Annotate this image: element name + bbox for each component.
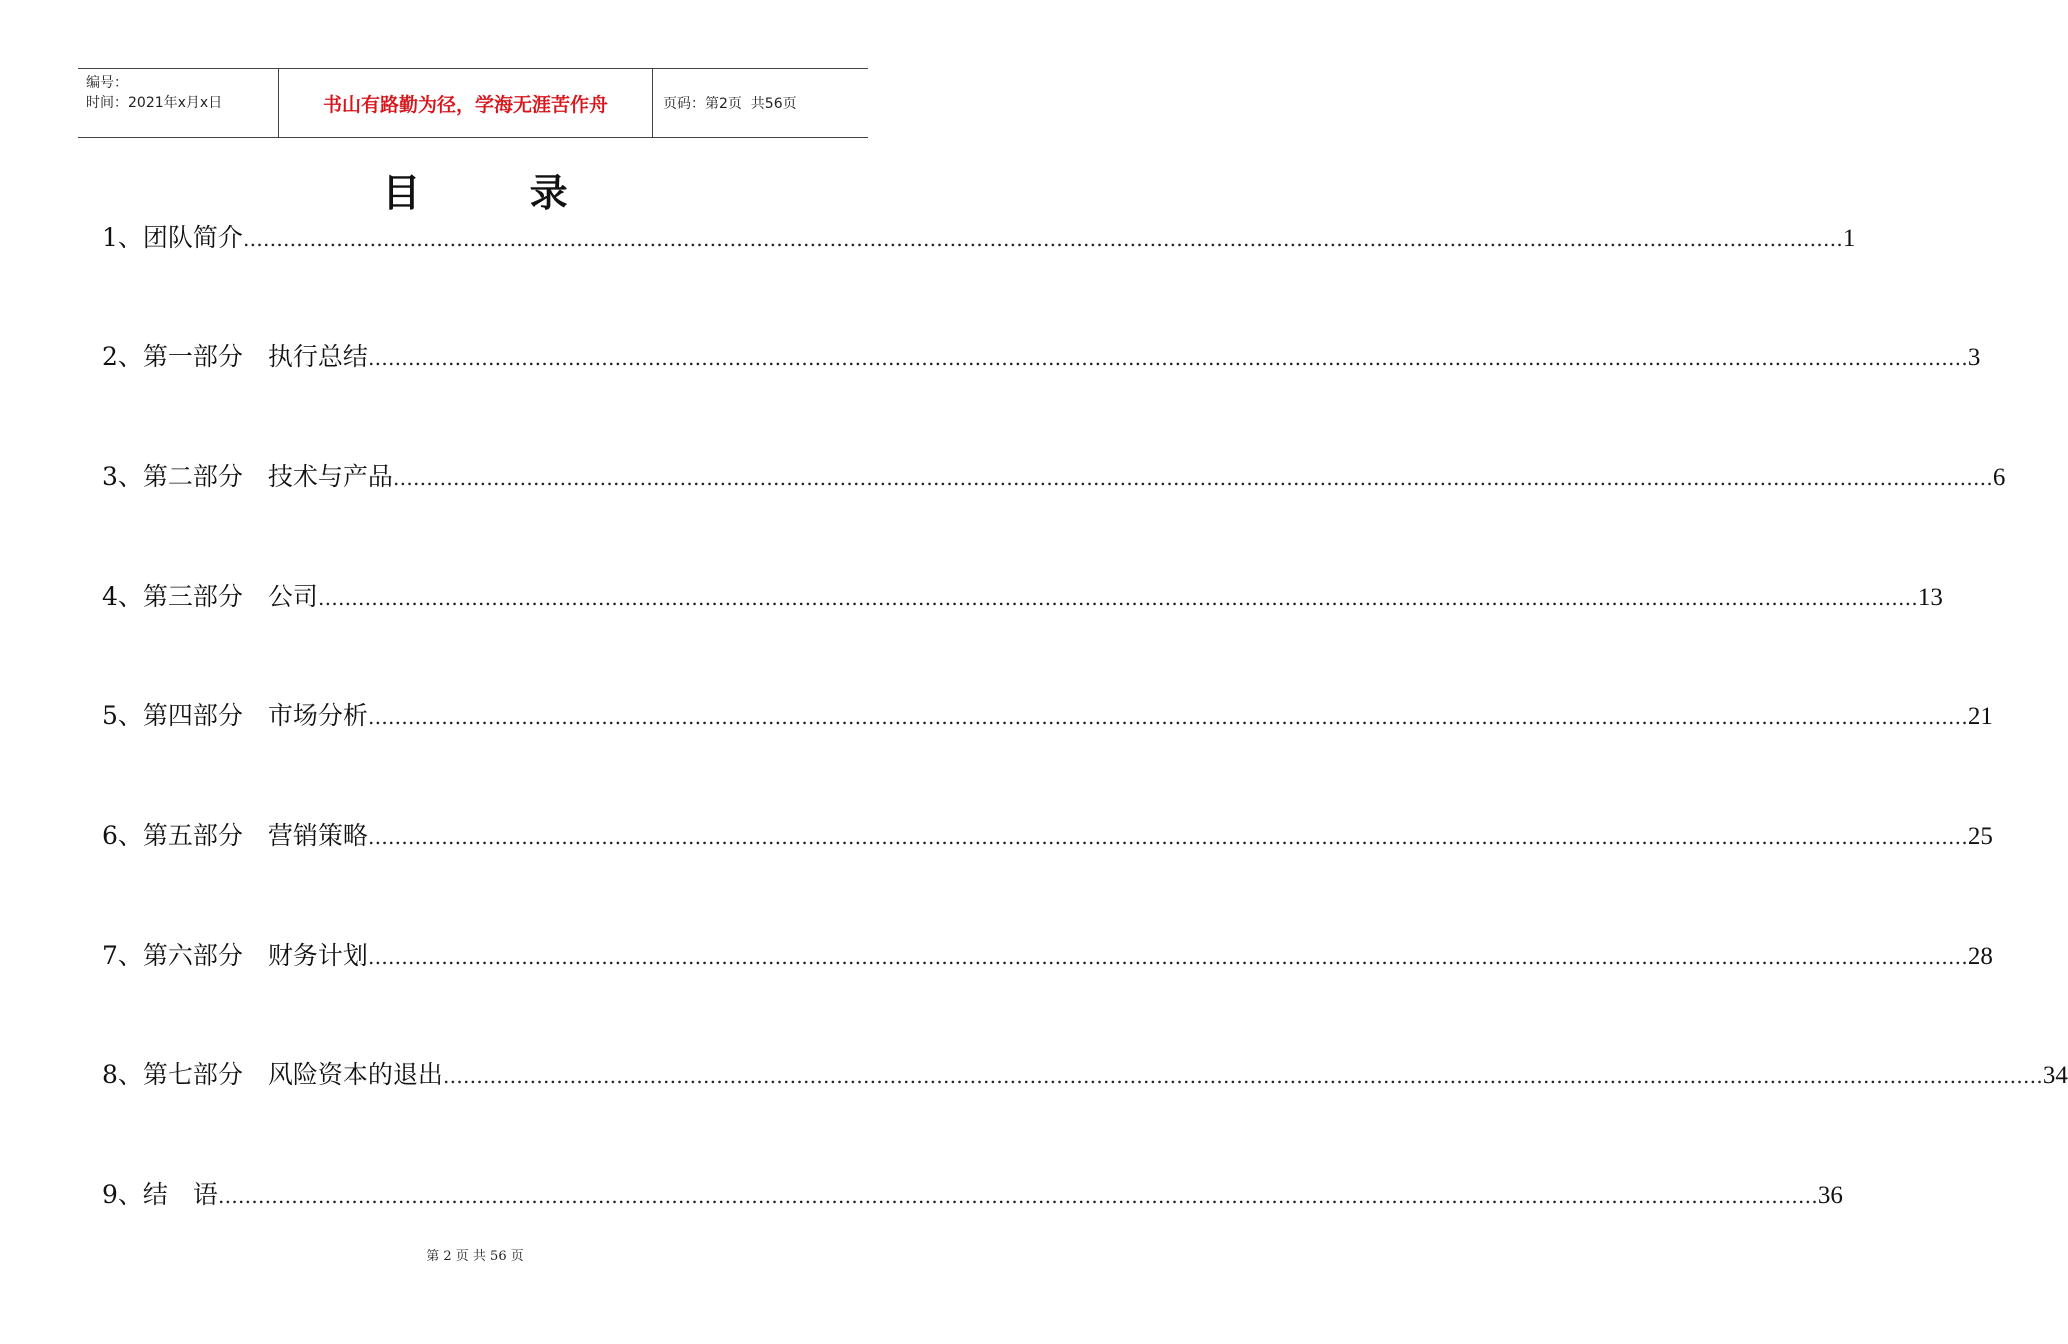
header-meta (78, 69, 279, 137)
page-title: 目 录 (382, 170, 616, 215)
toc-entry[interactable] (102, 1057, 2068, 1093)
toc-entry-label: 5、第四部分 市场分析 (102, 701, 368, 730)
toc-entry-label: 6、第五部分 营销策略 (102, 821, 368, 850)
toc-entry-label: 1、团队简介 (102, 223, 243, 252)
toc-entry-label: 9、结 语 (102, 1180, 218, 1209)
toc-entry-page: 25 (1967, 823, 1993, 850)
toc-entry-page: 21 (1967, 703, 1993, 730)
toc-entry-label: 2、第一部分 执行总结 (102, 342, 368, 371)
page-info-text: 页码：第2页 共56页 (663, 96, 797, 112)
toc-entry[interactable] (102, 938, 1993, 974)
toc-entry-label: 3、第二部分 技术与产品 (102, 462, 393, 491)
toc-leader-dots: …………………………………………………………………………………………………………………………………………………………………………………………………………………… (392, 466, 1993, 490)
page-footer: 第 2 页 共 56 页 (426, 1249, 524, 1264)
toc-leader-dots: …………………………………………………………………………………………………………………………………………………………………………………………………………………… (367, 346, 1968, 370)
toc-entry[interactable] (102, 1177, 1843, 1213)
toc-entry[interactable] (102, 818, 1993, 854)
page-header (78, 68, 868, 138)
header-page-info (653, 69, 868, 137)
toc-entry[interactable] (102, 220, 1856, 256)
header-motto: 书山有路勤为径，学海无涯苦作舟 (279, 69, 653, 137)
toc-entry-label: 7、第六部分 财务计划 (102, 941, 368, 970)
toc-entry[interactable] (102, 339, 1981, 375)
toc-leader-dots: …………………………………………………………………………………………………………………………………………………………………………………………………………………… (367, 825, 1968, 849)
toc-entry-page: 3 (1967, 344, 1981, 371)
toc-entry-page: 1 (1842, 225, 1856, 252)
toc-leader-dots: …………………………………………………………………………………………………………………………………………………………………………………………………………………… (217, 1184, 1818, 1208)
toc-entry-page: 13 (1917, 584, 1943, 611)
time-label: 时间：2021年x月x日 (86, 95, 223, 111)
toc-entry-page: 34 (2042, 1062, 2068, 1089)
toc-entry-page: 6 (1992, 464, 2006, 491)
toc-entry-page: 36 (1817, 1182, 1843, 1209)
toc-entry-label: 8、第七部分 风险资本的退出 (102, 1060, 443, 1089)
toc-entry[interactable] (102, 459, 2006, 495)
toc-leader-dots: …………………………………………………………………………………………………………………………………………………………………………………………………………………… (367, 945, 1968, 969)
toc-leader-dots: …………………………………………………………………………………………………………………………………………………………………………………………………………………… (317, 586, 1918, 610)
toc-leader-dots: …………………………………………………………………………………………………………………………………………………………………………………………………………………… (242, 227, 1843, 251)
toc-entry-label: 4、第三部分 公司 (102, 582, 318, 611)
toc-entry[interactable] (102, 698, 1993, 734)
toc-entry[interactable] (102, 579, 1943, 615)
toc-leader-dots: …………………………………………………………………………………………………………………………………………………………………………………………………………………… (367, 705, 1968, 729)
serial-label: 编号： (86, 75, 128, 91)
toc-leader-dots: …………………………………………………………………………………………………………………………………………………………………………………………………………………… (442, 1064, 2043, 1088)
toc-entry-page: 28 (1967, 943, 1993, 970)
